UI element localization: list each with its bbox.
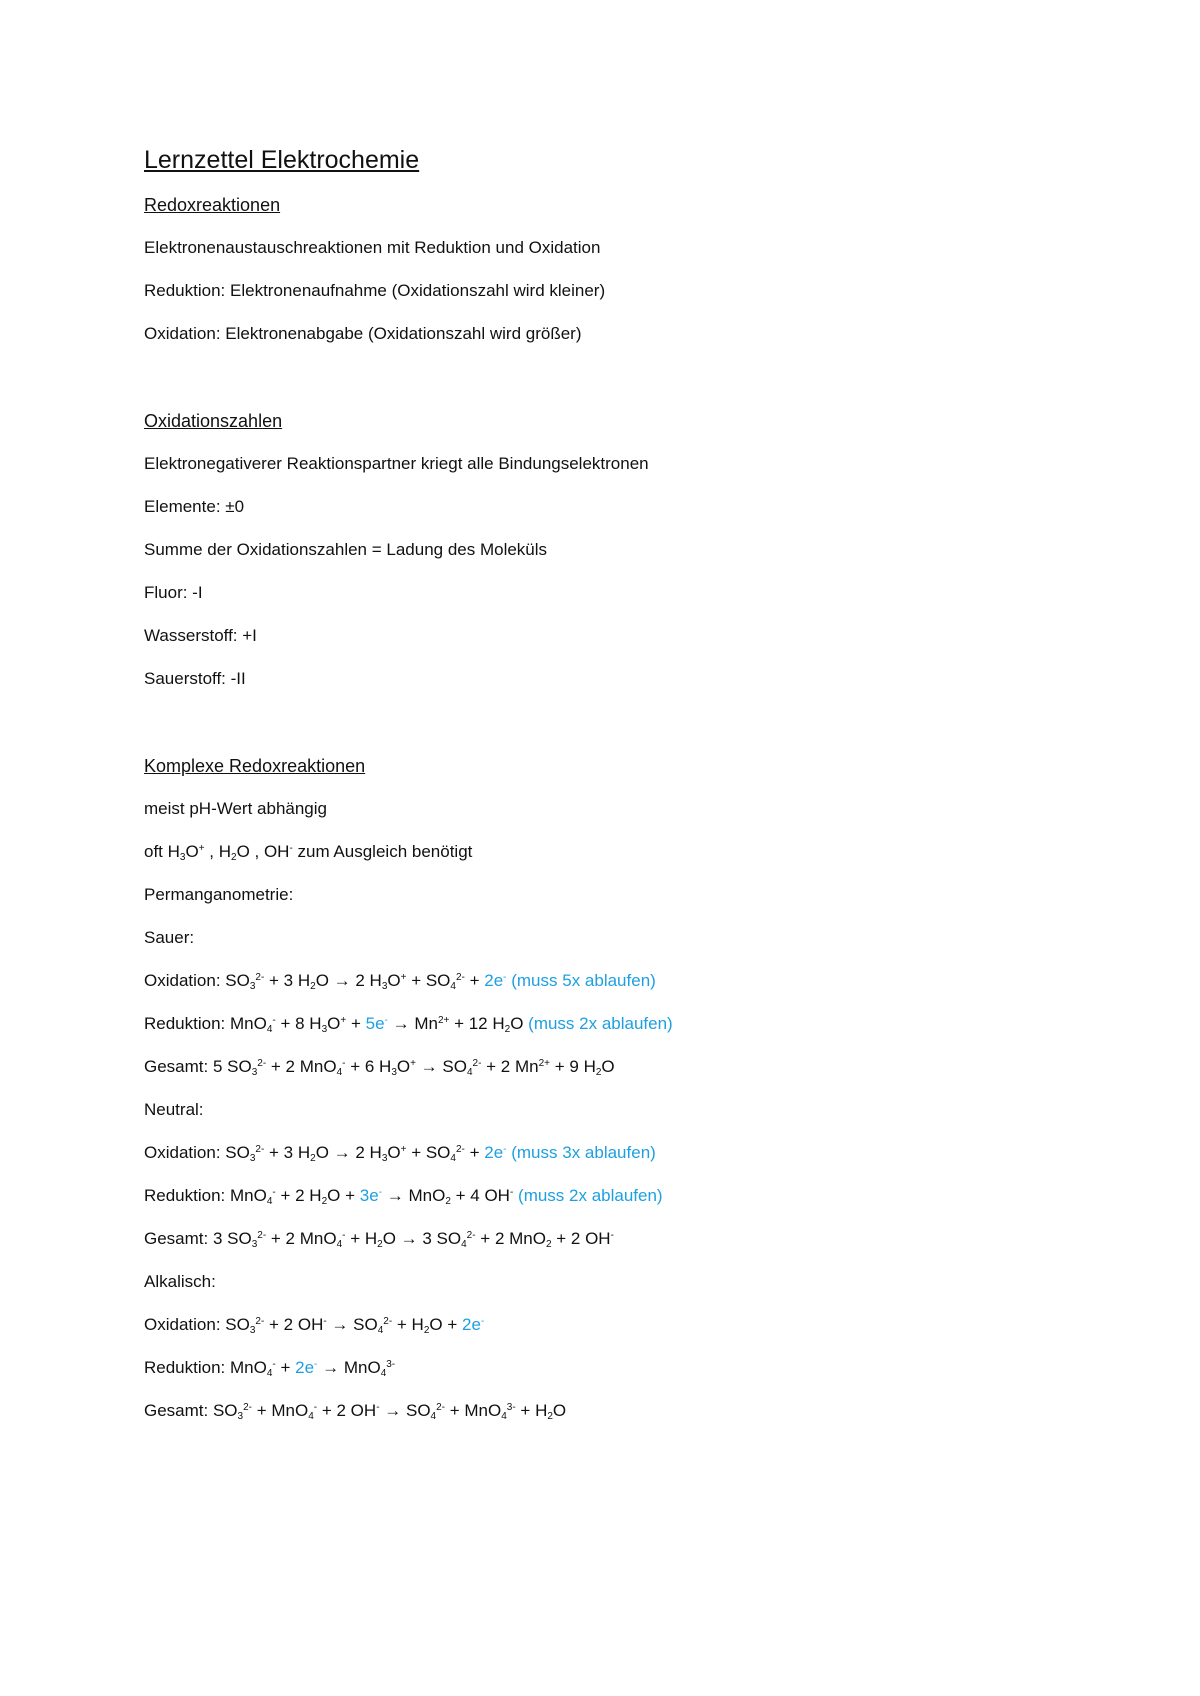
text-segment: + MnO — [252, 1401, 309, 1420]
text-segment: → SO — [326, 1315, 378, 1334]
superscript: 2- — [472, 1058, 482, 1069]
highlighted-text: (muss 2x ablaufen) — [528, 1014, 673, 1033]
text-line — [144, 621, 1064, 651]
text-segment: + 2 MnO — [266, 1229, 337, 1248]
superscript: + — [340, 1015, 347, 1026]
text-segment: Neutral: — [144, 1100, 204, 1119]
subscript: 3 — [249, 1153, 256, 1164]
subscript: 4 — [450, 1153, 456, 1164]
superscript: 2- — [383, 1316, 393, 1327]
text-segment: , H — [204, 842, 231, 861]
highlighted-text: (muss 5x ablaufen) — [506, 971, 656, 990]
section-heading: Oxidationszahlen — [144, 411, 283, 431]
text-line — [144, 1095, 1064, 1125]
section-spacer — [144, 707, 1064, 751]
text-segment: Elektronegativerer Reaktionspartner kriegt alle Bindungselektronen — [144, 454, 649, 473]
text-line — [144, 1009, 1064, 1039]
highlighted-text: - — [503, 1144, 507, 1155]
text-segment: Oxidation: Elektronenabgabe (Oxidationszahl wird größer) — [144, 324, 582, 343]
superscript: 2- — [257, 1230, 267, 1241]
superscript: - — [323, 1316, 327, 1327]
text-segment: + SO — [406, 971, 451, 990]
section-heading: Komplexe Redoxreaktionen — [144, 756, 366, 776]
superscript: 2+ — [538, 1058, 551, 1069]
text-segment: → MnO — [382, 1186, 446, 1205]
text-line — [144, 535, 1064, 565]
subscript: 3 — [237, 1411, 244, 1422]
text-segment: zum Ausgleich benötigt — [292, 842, 473, 861]
text-segment: → SO — [415, 1057, 467, 1076]
subscript: 3 — [179, 852, 186, 863]
subscript: 4 — [377, 1325, 384, 1336]
text-segment: + 2 H — [275, 1186, 322, 1205]
section-heading: Redoxreaktionen — [144, 195, 281, 215]
subscript: 4 — [430, 1411, 437, 1422]
text-segment: Reduktion: MnO — [144, 1014, 267, 1033]
superscript: 2- — [255, 1144, 265, 1155]
text-segment: Oxidation: SO — [144, 971, 250, 990]
subscript: 2 — [310, 1153, 316, 1164]
text-segment: + 2 Mn — [481, 1057, 539, 1076]
superscript: - — [342, 1058, 346, 1069]
subscript: 2 — [445, 1196, 451, 1207]
text-segment: → MnO — [317, 1358, 381, 1377]
subscript: 3 — [381, 981, 388, 992]
superscript: 2- — [255, 1316, 265, 1327]
superscript: 2- — [455, 972, 465, 983]
text-line — [144, 1396, 1064, 1426]
superscript: 3- — [506, 1402, 516, 1413]
text-segment: Gesamt: 3 SO — [144, 1229, 252, 1248]
text-segment: meist pH-Wert abhängig — [144, 799, 327, 818]
highlighted-text: - — [378, 1187, 383, 1198]
superscript: - — [509, 1187, 514, 1198]
text-segment: → Mn — [387, 1014, 438, 1033]
text-line — [144, 1138, 1064, 1168]
text-line — [144, 233, 1064, 263]
highlighted-text: 3e — [359, 1186, 379, 1205]
subscript: 2 — [547, 1411, 553, 1422]
text-line — [144, 1224, 1064, 1254]
superscript: 2- — [466, 1230, 476, 1241]
text-segment: O — [387, 971, 401, 990]
text-segment: + MnO — [445, 1401, 502, 1420]
text-segment: → SO — [379, 1401, 431, 1420]
superscript: + — [198, 843, 205, 854]
subscript: 3 — [249, 1325, 256, 1336]
text-segment: Summe der Oxidationszahlen = Ladung des Moleküls — [144, 540, 548, 559]
text-segment: Alkalisch: — [144, 1272, 216, 1291]
text-segment: O — [387, 1143, 401, 1162]
highlighted-text: (muss 2x ablaufen) — [518, 1186, 663, 1205]
text-segment: Sauerstoff: -II — [144, 669, 246, 688]
text-line — [144, 923, 1064, 953]
text-segment: Gesamt: 5 SO — [144, 1057, 252, 1076]
subscript: 4 — [380, 1368, 387, 1379]
text-segment: + 2 OH — [551, 1229, 611, 1248]
subscript: 2 — [321, 1196, 328, 1207]
text-segment: Oxidation: SO — [144, 1315, 250, 1334]
text-line — [144, 664, 1064, 694]
subscript: 3 — [391, 1067, 397, 1078]
text-segment: O → 2 H — [315, 1143, 382, 1162]
text-segment: Gesamt: SO — [144, 1401, 238, 1420]
superscript: 2- — [255, 972, 265, 983]
text-segment: Fluor: -I — [144, 583, 203, 602]
superscript: 2- — [455, 1144, 465, 1155]
text-segment: + H — [345, 1229, 378, 1248]
text-segment: Wasserstoff: +I — [144, 626, 257, 645]
text-segment: + 12 H — [449, 1014, 505, 1033]
text-segment: O , OH — [236, 842, 290, 861]
text-line — [144, 276, 1064, 306]
subscript: 4 — [266, 1024, 273, 1035]
text-line — [144, 1267, 1064, 1297]
text-line — [144, 449, 1064, 479]
section-spacer — [144, 362, 1064, 406]
subscript: 2 — [504, 1024, 511, 1035]
superscript: - — [342, 1230, 346, 1241]
highlighted-text: 5e — [365, 1014, 385, 1033]
text-segment: Oxidation: SO — [144, 1143, 250, 1162]
text-segment: + 2 OH — [264, 1315, 324, 1334]
subscript: 3 — [321, 1024, 328, 1035]
superscript: 2+ — [437, 1015, 450, 1026]
text-segment: + — [464, 1143, 485, 1162]
highlighted-text: 2e — [484, 971, 504, 990]
text-segment: + 3 H — [264, 1143, 311, 1162]
text-segment: O → 3 SO — [382, 1229, 462, 1248]
text-line — [144, 794, 1064, 824]
subscript: 3 — [381, 1153, 388, 1164]
highlighted-text: 2e — [462, 1315, 481, 1334]
text-segment: O — [601, 1057, 615, 1076]
text-segment: + 3 H — [264, 971, 311, 990]
text-segment: + 2 MnO — [475, 1229, 546, 1248]
text-segment: + — [275, 1358, 296, 1377]
superscript: + — [400, 972, 407, 983]
text-segment: Elemente: ±0 — [144, 497, 245, 516]
text-segment: + 2 OH — [317, 1401, 377, 1420]
text-segment: O + — [327, 1186, 360, 1205]
superscript: - — [272, 1015, 276, 1026]
text-line — [144, 578, 1064, 608]
subscript: 2 — [310, 981, 316, 992]
subscript: 3 — [251, 1067, 258, 1078]
text-segment: + — [464, 971, 485, 990]
text-segment: oft H — [144, 842, 180, 861]
text-segment: + 4 OH — [450, 1186, 510, 1205]
text-line — [144, 837, 1064, 867]
superscript: - — [289, 843, 293, 854]
superscript: - — [610, 1230, 614, 1241]
subscript: 2 — [377, 1239, 383, 1250]
superscript: + — [400, 1144, 407, 1155]
text-segment: + 8 H — [275, 1014, 322, 1033]
superscript: 2- — [257, 1058, 267, 1069]
subscript: 2 — [231, 852, 237, 863]
subscript: 2 — [545, 1239, 552, 1250]
superscript: 3- — [386, 1359, 396, 1370]
subscript: 4 — [466, 1067, 473, 1078]
subscript: 4 — [336, 1239, 343, 1250]
text-segment: O — [552, 1401, 567, 1420]
superscript: - — [272, 1187, 276, 1198]
text-segment: Permanganometrie: — [144, 885, 294, 904]
highlighted-text: - — [384, 1015, 388, 1026]
subscript: 4 — [336, 1067, 343, 1078]
text-segment: + 9 H — [550, 1057, 596, 1076]
text-segment: + — [346, 1014, 366, 1033]
text-segment: Sauer: — [144, 928, 195, 947]
text-segment: O — [185, 842, 199, 861]
text-segment: Reduktion: MnO — [144, 1358, 267, 1377]
superscript: 2- — [436, 1402, 446, 1413]
superscript: 2- — [243, 1402, 252, 1413]
text-line — [144, 966, 1064, 996]
highlighted-text: - — [503, 972, 507, 983]
superscript: - — [272, 1359, 276, 1370]
highlighted-text: - — [314, 1359, 318, 1370]
text-segment: O — [327, 1014, 341, 1033]
superscript: + — [410, 1058, 416, 1069]
subscript: 4 — [501, 1411, 507, 1422]
text-line — [144, 1181, 1064, 1211]
text-segment: O + — [429, 1315, 463, 1334]
text-line — [144, 1310, 1064, 1340]
subscript: 4 — [308, 1411, 314, 1422]
document-title: Lernzettel Elektrochemie — [144, 146, 420, 174]
subscript: 4 — [266, 1196, 273, 1207]
subscript: 4 — [450, 981, 456, 992]
superscript: - — [376, 1402, 380, 1413]
text-segment: O — [510, 1014, 529, 1033]
text-line — [144, 319, 1064, 349]
subscript: 2 — [423, 1325, 430, 1336]
text-segment: + 2 MnO — [266, 1057, 337, 1076]
document-content — [144, 140, 1064, 1439]
text-segment: O — [396, 1057, 411, 1076]
text-line — [144, 880, 1064, 910]
text-line — [144, 492, 1064, 522]
highlighted-text: 2e — [295, 1358, 315, 1377]
subscript: 3 — [251, 1239, 258, 1250]
subscript: 4 — [461, 1239, 467, 1250]
subscript: 2 — [595, 1067, 602, 1078]
text-segment: Elektronenaustauschreaktionen mit Reduktion und Oxidation — [144, 238, 601, 257]
highlighted-text: - — [480, 1316, 485, 1327]
text-segment: Reduktion: MnO — [144, 1186, 267, 1205]
text-line — [144, 1353, 1064, 1383]
text-line — [144, 1052, 1064, 1082]
text-segment: Reduktion: Elektronenaufnahme (Oxidationszahl wird kleiner) — [144, 281, 606, 300]
text-segment: + 6 H — [345, 1057, 392, 1076]
superscript: - — [313, 1402, 318, 1413]
subscript: 3 — [249, 981, 256, 992]
text-segment: + SO — [406, 1143, 451, 1162]
text-segment: + H — [392, 1315, 424, 1334]
highlighted-text: 2e — [484, 1143, 504, 1162]
text-segment: + H — [515, 1401, 548, 1420]
subscript: 4 — [266, 1368, 273, 1379]
highlighted-text: (muss 3x ablaufen) — [506, 1143, 656, 1162]
text-segment: O → 2 H — [315, 971, 382, 990]
